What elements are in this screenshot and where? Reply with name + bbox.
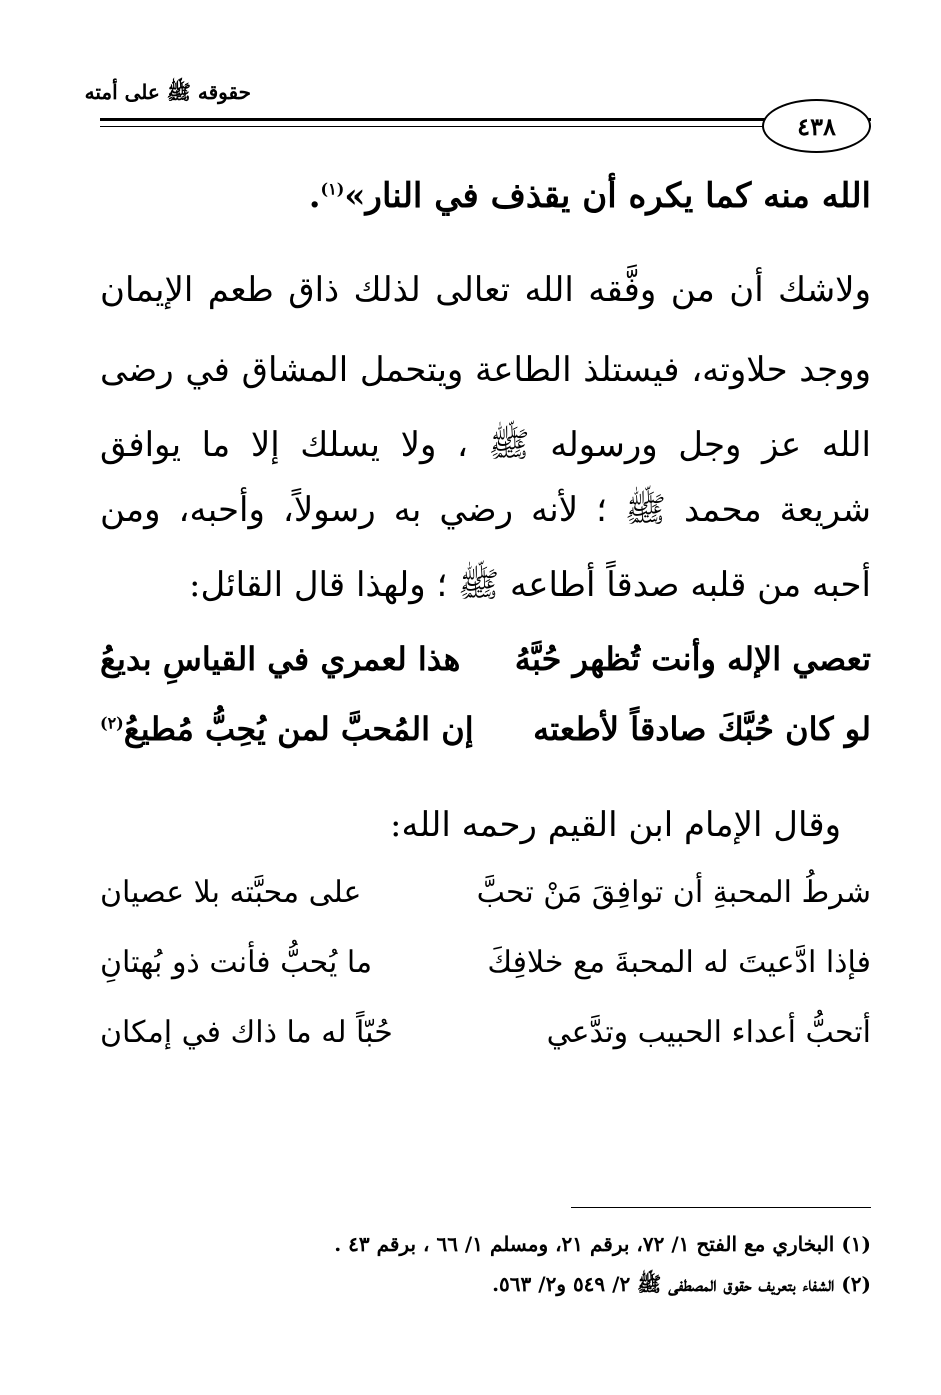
poem1-verse-2 — [100, 710, 871, 748]
paragraph-line-4: شريعة محمد ﷺ ؛ لأنه رضي به رسولاً، وأحبه، ومن — [100, 490, 871, 530]
paragraph-line-2: ووجد حلاوته، فيستلذ الطاعة ويتحمل المشاق في رضى — [100, 350, 871, 390]
poem2-verse-2 — [100, 945, 871, 980]
poem1-verse-2-first-hemistich: لو كان حُبَّكَ صادقاً لأطعته — [533, 710, 871, 748]
poem2-verse-3-first-hemistich: أتحبُّ أعداء الحبيب وتدَّعي — [546, 1015, 871, 1050]
paragraph-line-5: أحبه من قلبه صدقاً أطاعه ﷺ ؛ ولهذا قال القائل: — [189, 565, 871, 605]
footnote-1: (١) البخاري مع الفتح ١/ ٧٢، برقم ٢١، ومسلم ١/ ٦٦ ، برقم ٤٣ . — [334, 1232, 871, 1256]
footnote-ref-1: (١) — [320, 179, 345, 199]
hadith-ending-text: الله منه كما يكره أن يقذف في النار» — [344, 176, 871, 216]
poem2-verse-2-second-hemistich: ما يُحبُّ فأنت ذو بُهتانِ — [100, 945, 373, 980]
poem1-verse-2-second-hemistich: إن المُحبَّ لمن يُحِبُّ مُطيعُ — [123, 710, 474, 748]
poem2-verse-1 — [100, 875, 871, 910]
poem1-verse-1 — [100, 640, 871, 678]
footnote-2: (٢) الشفاء بتعريف حقوق المصطفى ﷺ ٢/ ٥٤٩ و٢/ ٥٦٣. — [492, 1272, 871, 1296]
poem1-verse-1-first-hemistich: تعصي الإله وأنت تُظهر حُبَّهُ — [514, 640, 871, 678]
page-number: ٤٣٨ — [797, 111, 836, 141]
poem2-verse-3-second-hemistich: حُبّاً له ما ذاك في إمكان — [100, 1015, 393, 1050]
paragraph-line-1: ولاشك أن من وفَّقه الله تعالى لذلك ذاق طعم الإيمان — [100, 270, 871, 310]
poem2-verse-1-first-hemistich: شرطُ المحبةِ أن توافِقَ مَنْ تحبَّ — [476, 875, 871, 910]
footnote-ref-2: (٢) — [100, 713, 124, 733]
page-number-oval — [762, 99, 871, 153]
poem1-verse-1-second-hemistich: هذا لعمري في القياسِ بديعُ — [100, 640, 461, 678]
poem2-verse-2-first-hemistich: فإذا ادَّعيتَ له المحبةَ مع خلافِكَ — [487, 945, 871, 980]
header-rule-thin — [100, 126, 871, 127]
paragraph-line-3: الله عز وجل ورسوله ﷺ ، ولا يسلك إلا ما يوافق — [100, 425, 871, 465]
ibn-qayyim-intro: وقال الإمام ابن القيم رحمه الله: — [390, 805, 841, 845]
poem2-verse-3 — [100, 1015, 871, 1050]
hadith-ending-line — [100, 176, 871, 217]
footnote-separator — [571, 1207, 871, 1208]
running-header-title: حقوقه ﷺ على أمته — [84, 80, 251, 104]
poem2-verse-1-second-hemistich: على محبَّته بلا عصيان — [100, 875, 362, 910]
header-rule — [100, 118, 871, 121]
poem1-verse-2-second-hemistich-wrap — [100, 710, 474, 748]
hadith-ending-period: . — [308, 176, 321, 216]
